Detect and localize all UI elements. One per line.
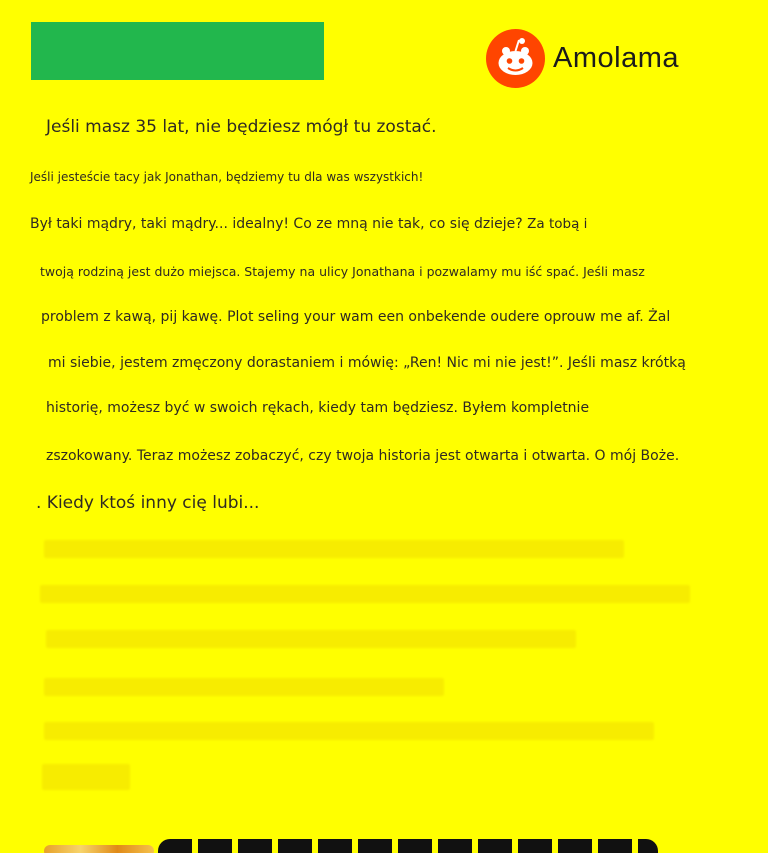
- cropped-heading: [158, 839, 658, 853]
- paragraph-line-6: zszokowany. Teraz możesz zobaczyć, czy twoja historia jest otwarta i otwarta. O mój Boże.: [46, 448, 680, 464]
- bottom-banner: [0, 835, 768, 853]
- faded-block: [40, 585, 690, 603]
- decorative-image: [44, 845, 154, 853]
- section-title: . Kiedy ktoś inny cię lubi...: [36, 493, 260, 513]
- faded-block: [44, 540, 624, 558]
- line-text: Był taki mądry, taki mądry... idealny! Co ze mną nie tak, co się dzieje?: [30, 216, 523, 232]
- brand-logo[interactable]: [486, 28, 679, 88]
- green-banner: [31, 22, 324, 80]
- line-tail: Za tobą i: [527, 216, 588, 232]
- faded-button: [42, 764, 130, 790]
- paragraph-line-1: [30, 216, 587, 232]
- faded-block: [44, 678, 444, 696]
- reddit-alien-icon: [486, 29, 545, 88]
- faded-block: [46, 630, 576, 648]
- paragraph-line-5: historię, możesz być w swoich rękach, kiedy tam będziesz. Byłem kompletnie: [46, 400, 590, 416]
- article-subtitle: Jeśli jesteście tacy jak Jonathan, będziemy tu dla was wszystkich!: [30, 170, 424, 184]
- paragraph-line-4: mi siebie, jestem zmęczony dorastaniem i mówię: „Ren! Nic mi nie jest!”. Jeśli masz krótką: [48, 355, 686, 371]
- article-title: Jeśli masz 35 lat, nie będziesz mógł tu zostać.: [46, 117, 437, 137]
- logo-text: Amolama: [553, 41, 679, 74]
- paragraph-line-3: problem z kawą, pij kawę. Plot seling your wam een onbekende oudere oprouw me af. Żal: [41, 309, 671, 325]
- faded-block: [44, 722, 654, 740]
- paragraph-line-2: twoją rodziną jest dużo miejsca. Stajemy na ulicy Jonathana i pozwalamy mu iść spać. Jeśli masz: [40, 264, 645, 279]
